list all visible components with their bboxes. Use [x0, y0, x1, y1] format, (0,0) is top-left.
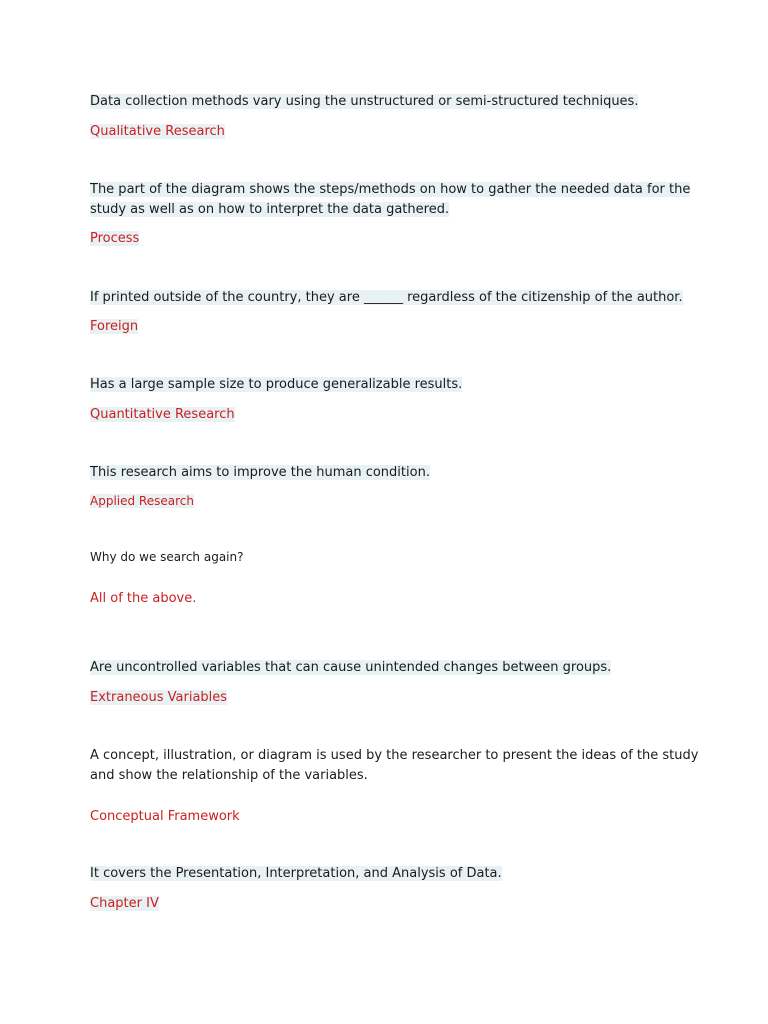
- question-2-text-line-1: The part of the diagram shows the steps/methods on how to gather the needed data for the: [90, 182, 691, 197]
- answer-3-text: Foreign: [90, 319, 139, 334]
- question-6-text: Why do we search again?: [90, 550, 244, 564]
- answer-3: [90, 317, 138, 337]
- question-5: [90, 463, 430, 483]
- answer-8: [90, 807, 240, 827]
- answer-1-text: Qualitative Research: [90, 124, 225, 139]
- question-8-text-line-2: and show the relationship of the variables.: [90, 768, 368, 783]
- question-1: [90, 92, 638, 112]
- answer-6-text: All of the above.: [90, 591, 197, 606]
- answer-7: [90, 688, 227, 708]
- question-2-text-line-2: study as well as on how to interpret the data gathered.: [90, 202, 450, 217]
- answer-9-text: Chapter IV: [90, 896, 159, 911]
- answer-6: [90, 589, 196, 609]
- answer-4-text: Quantitative Research: [90, 407, 235, 422]
- question-9-text: It covers the Presentation, Interpretation, and Analysis of Data.: [90, 866, 502, 881]
- answer-9: [90, 894, 159, 914]
- question-6: [90, 547, 243, 567]
- question-9: [90, 864, 502, 884]
- answer-2-text: Process: [90, 231, 140, 246]
- answer-2: [90, 229, 139, 249]
- answer-1: [90, 122, 225, 142]
- question-7: [90, 658, 611, 678]
- question-8-text-line-1: A concept, illustration, or diagram is used by the researcher to present the ideas of the study: [90, 748, 699, 763]
- question-4-text: Has a large sample size to produce generalizable results.: [90, 377, 463, 392]
- question-4: [90, 375, 462, 395]
- question-1-text: Data collection methods vary using the unstructured or semi-structured techniques.: [90, 94, 639, 109]
- question-5-text: This research aims to improve the human condition.: [90, 465, 430, 480]
- question-2-line-1: [90, 180, 690, 200]
- answer-5-text: Applied Research: [90, 494, 194, 508]
- question-3: [90, 288, 683, 308]
- answer-7-text: Extraneous Variables: [90, 690, 228, 705]
- question-7-text: Are uncontrolled variables that can cause unintended changes between groups.: [90, 660, 612, 675]
- question-2-line-2: [90, 200, 449, 220]
- question-8-line-1: [90, 746, 698, 766]
- answer-4: [90, 405, 235, 425]
- question-3-text: If printed outside of the country, they are ______ regardless of the citizenship of the author.: [90, 290, 683, 305]
- question-8-line-2: [90, 766, 368, 786]
- answer-5: [90, 491, 194, 511]
- answer-8-text: Conceptual Framework: [90, 809, 240, 824]
